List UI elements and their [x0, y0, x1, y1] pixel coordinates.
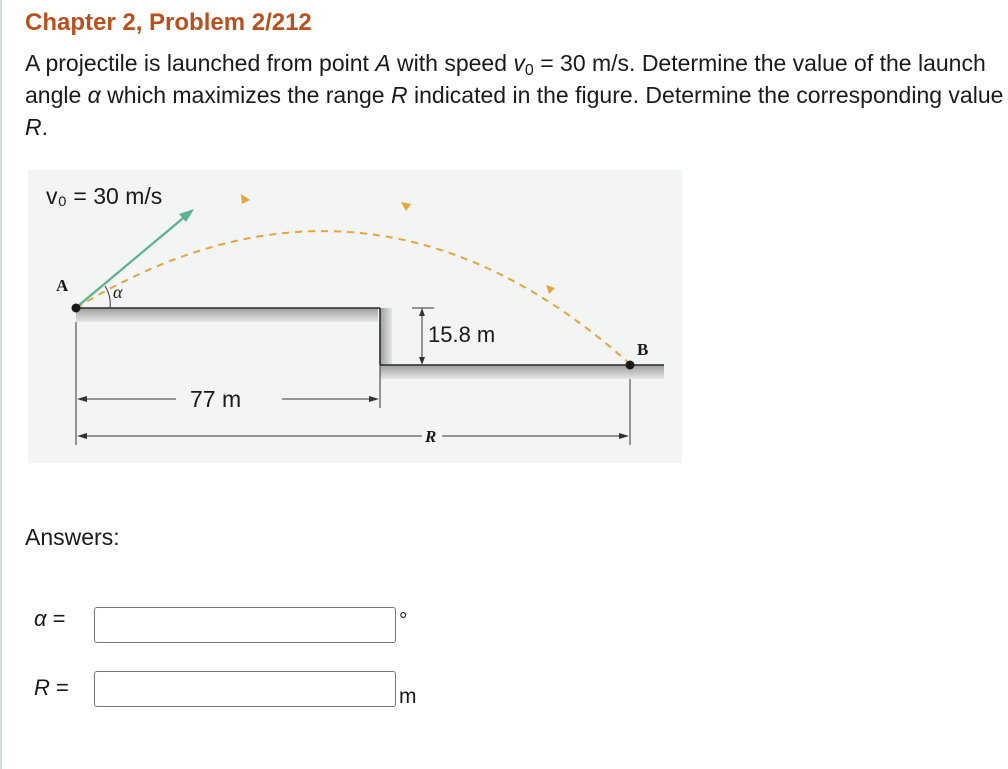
height-label: 15.8 m [428, 322, 496, 347]
distance-label: 77 m [190, 386, 242, 412]
problem-r-symbol-2: R [25, 114, 42, 140]
problem-text-6: . [41, 114, 49, 140]
r-answer-label [34, 675, 69, 701]
alpha-equals: = [46, 606, 66, 631]
problem-text-5: indicated in the figure. Determine the corresponding value [407, 82, 1004, 108]
range-label: R [425, 427, 437, 446]
problem-text-3: = 30 m/s. Determine the value of the launch angle [25, 50, 986, 108]
problem-text-4: which maximizes the range [100, 82, 391, 108]
problem-r-symbol: R [390, 82, 408, 108]
r-unit: m [399, 685, 417, 708]
problem-point-a: A [375, 50, 391, 76]
point-a-label: A [56, 276, 69, 295]
problem-text-2: with speed [390, 50, 514, 76]
problem-statement [25, 47, 1005, 143]
alpha-symbol: α [34, 606, 47, 631]
page-title: Chapter 2, Problem 2/212 [25, 9, 312, 36]
problem-alpha: α [87, 82, 101, 108]
answers-heading: Answers: [25, 524, 120, 550]
point-b-dot [626, 361, 635, 370]
alpha-answer-label [34, 606, 66, 632]
r-answer-input[interactable] [94, 671, 396, 707]
problem-text-1: A projectile is launched from point [25, 50, 376, 76]
angle-label: α [113, 282, 123, 302]
alpha-unit: ° [399, 609, 408, 632]
r-equals: = [49, 675, 69, 700]
r-symbol: R [34, 675, 50, 700]
cliff-wall [380, 308, 392, 365]
problem-v-subscript: 0 [524, 62, 534, 79]
point-a-dot [72, 304, 81, 313]
problem-v-symbol: v [513, 50, 525, 76]
lower-ground [380, 365, 664, 379]
alpha-answer-input[interactable] [94, 607, 396, 643]
speed-label: v₀ = 30 m/s [46, 183, 163, 209]
upper-ground [76, 308, 378, 322]
point-b-label: B [637, 340, 649, 359]
projectile-figure [28, 170, 688, 465]
